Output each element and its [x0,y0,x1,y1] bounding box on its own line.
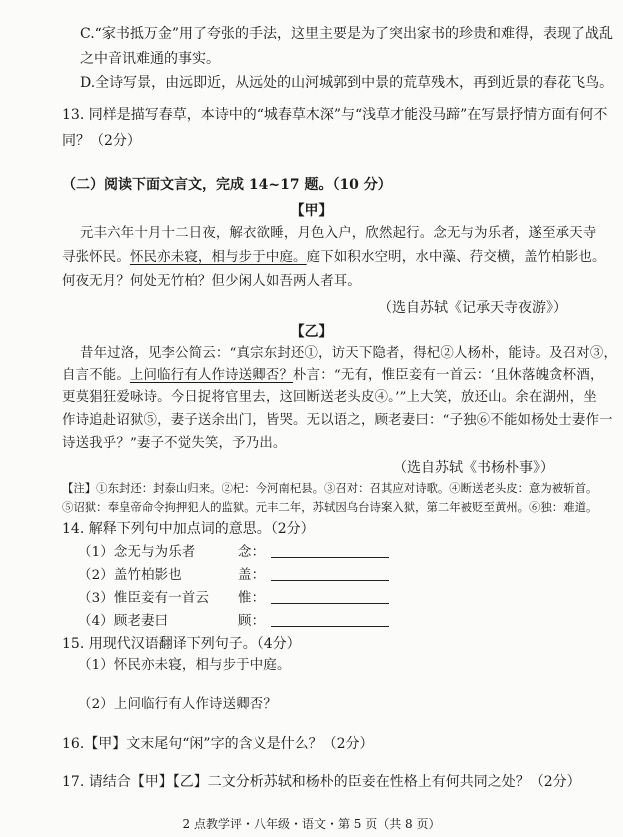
q15-sentence-2: （2）上问临行有人作诗送卿否？ [78,697,277,712]
question-13-line1: 13. 同样是描写春草，本诗中的“城春草木深”与“浅草才能没马蹄”在写景抒情方面有何不 [62,107,608,123]
q14-word-1: 念： [238,545,266,560]
question-13-line2: 同？（2分） [62,133,141,149]
option-d: D.全诗写景，由远即近，从远处的山河城郭到中景的荒草残木，再到近景的春花飞鸟。 [80,75,614,91]
q14-sentence-4: （4）顾老妻曰 [78,614,169,629]
question-15-stem: 15. 用现代汉语翻译下列句子。（4分） [62,636,301,652]
passage-b-line2 [62,366,604,386]
q14-row-3 [78,589,389,609]
passage-b-line1: 昔年过洛，见李公简云：“真宗东封还①，访天下隐者，得杞②人杨朴，能诗。及召对③， [80,346,618,361]
q14-answer-blank-1[interactable] [271,543,389,558]
question-14-stem: 14. 解释下列句中加点词的意思。（2分） [62,521,315,537]
passage-a-line2 [62,248,606,268]
q15-sentence-1: （1）怀民亦未寝，相与步于中庭。 [78,658,291,673]
passage-b-line3: 更莫猖狂爱咏诗。今日捉将官里去，这回断送老头皮④。’”上大笑，放还山。余在湖州，坐 [62,390,597,405]
option-c-line1: C.“家书抵万金”用了夸张的手法，这里主要是为了突出家书的珍贵和难得，表现了战乱 [80,26,613,42]
q14-answer-blank-4[interactable] [271,612,389,627]
passage-b-line4: 作诗追赴诏狱⑤，妻子送余出门，皆哭。无以语之，顾老妻曰：“子独⑥不能如杨处士妻作一 [62,413,613,428]
passage-b-line2-pre: 自言不能。 [62,368,130,383]
passage-a-line2-pre: 寻张怀民。 [62,250,130,265]
passage-b-line2-post: 朴言：“无有，惟臣妾有一首云：‘且休落魄贪杯酒， [293,368,604,383]
passage-a-source: （选自苏轼《记承天寺夜游》） [378,300,567,316]
notes-line2: ⑤诏狱：奉皇帝命令拘押犯人的监狱。元丰二年，苏轼因乌台诗案入狱，第二年被贬至黄州。⑥独：难道。 [62,500,598,514]
q14-word-3: 惟： [238,591,266,606]
passage-a-line3: 何夜无月？何处无竹柏？但少闲人如吾两人者耳。 [62,274,361,289]
q14-sentence-3: （3）惟臣妾有一首云 [78,591,210,606]
q14-row-1 [78,543,389,563]
option-c-line2: 之中音讯难通的事实。 [80,51,220,67]
q14-word-4: 顾： [238,614,266,629]
q14-sentence-1: （1）念无与为乐者 [78,545,196,560]
section-2-heading: （二）阅读下面文言文，完成 14~17 题。（10 分） [62,177,392,193]
passage-b-underlined-sentence: 上问临行有人作诗送卿否？ [129,368,294,383]
passage-b-line5: 诗送我乎？”妻子不觉失笑，予乃出。 [62,436,287,451]
passage-b-source: （选自苏轼《书杨朴事》） [393,460,554,476]
passage-a-underlined-sentence: 怀民亦未寝，相与步于中庭。 [129,250,307,265]
passage-a-label: 【甲】 [290,203,333,219]
q14-answer-blank-3[interactable] [271,589,389,604]
q14-row-2 [78,566,389,586]
q14-row-4 [78,612,389,632]
page-footer: 2 点教学评・八年级・语文・第 5 页（共 8 页） [182,817,441,831]
q14-answer-blank-2[interactable] [271,566,389,581]
passage-b-label: 【乙】 [290,324,333,340]
passage-a-line2-post: 庭下如积水空明，水中藻、荇交横，盖竹柏影也。 [306,250,606,265]
question-16: 16.【甲】文末尾句“闲”字的含义是什么？（2分） [62,736,374,752]
q14-sentence-2: （2）盖竹柏影也 [78,568,182,583]
passage-a-line1: 元丰六年十月十二日夜，解衣欲睡，月色入户，欣然起行。念无与为乐者，遂至承天寺 [80,226,597,241]
question-17: 17. 请结合【甲】【乙】二文分析苏轼和杨朴的臣妾在性格上有何共同之处？（2分） [62,774,581,790]
notes-line1: 【注】①东封还：封泰山归来。②杞：今河南杞县。③召对：召其应对诗歌。④断送老头皮：意为被斩首。 [62,481,598,495]
q14-word-2: 盖： [238,568,266,583]
